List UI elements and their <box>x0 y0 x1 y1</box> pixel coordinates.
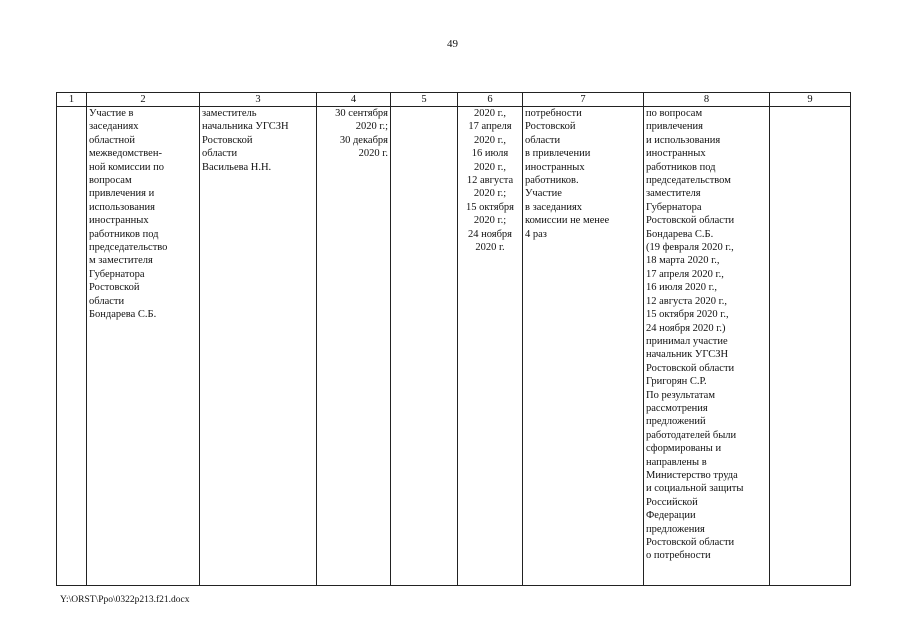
cell-line: заместителя <box>646 188 701 200</box>
cell-line: в привлечении <box>525 148 591 160</box>
col-header-8: 8 <box>644 93 770 107</box>
cell-line: и использования <box>646 134 721 146</box>
cell-line: использования <box>89 201 155 213</box>
cell-line: заместитель <box>202 108 257 119</box>
cell-line: Васильева Н.Н. <box>202 161 272 173</box>
cell-line: Бондарева С.Б. <box>646 228 714 240</box>
cell-line: областной <box>89 134 135 146</box>
cell-line: 15 октября 2020 г., <box>646 309 729 321</box>
cell-line: Федерации <box>646 510 696 522</box>
header-row <box>57 93 851 107</box>
cell-col-4-deadline <box>317 107 391 586</box>
cell-line: направлены в <box>646 456 707 468</box>
cell-line: Участие <box>525 188 562 200</box>
col-header-9: 9 <box>770 93 851 107</box>
cell-line: Ростовской <box>202 134 253 146</box>
cell-line: начальник УГСЗН <box>646 349 729 361</box>
report-table <box>56 92 851 586</box>
cell-line: работодателей были <box>646 429 737 441</box>
cell-line: 16 июля 2020 г., <box>646 282 718 294</box>
col-header-1: 1 <box>57 93 87 107</box>
cell-line: по вопросам <box>646 108 703 119</box>
cell-line: Ростовской области <box>646 537 735 548</box>
cell-line: о потребности <box>646 550 711 562</box>
table-row <box>57 107 851 586</box>
cell-line: 17 апреля 2020 г., <box>646 268 724 280</box>
cell-line: 2020 г. <box>358 148 388 160</box>
col-header-3: 3 <box>200 93 317 107</box>
cell-line: области <box>525 134 561 146</box>
cell-line: 2020 г., <box>474 108 506 119</box>
cell-line: 2020 г., <box>474 161 506 173</box>
cell-line: предложений <box>646 416 706 428</box>
cell-line: 30 сентября <box>335 108 388 119</box>
cell-line: По результатам <box>646 389 715 401</box>
cell-line: 18 марта 2020 г., <box>646 255 720 267</box>
cell-line: области <box>89 295 125 307</box>
cell-line: Министерство труда <box>646 469 738 481</box>
cell-line: 2020 г.; <box>473 215 507 227</box>
cell-col-3-responsible <box>200 107 317 586</box>
cell-line: 15 октября <box>465 201 515 213</box>
cell-line: работников. <box>525 175 579 187</box>
cell-line: 17 апреля <box>468 121 512 133</box>
cell-col-7-indicator <box>523 107 644 586</box>
footer-file-path: Y:\ORST\Ppo\0322p213.f21.docx <box>60 595 190 605</box>
col-header-6: 6 <box>458 93 523 107</box>
cell-line: работников под <box>89 228 159 240</box>
cell-line: председательство <box>89 242 168 254</box>
cell-line: председательством <box>646 175 731 187</box>
cell-line: 24 ноября <box>467 228 513 240</box>
cell-line: сформированы и <box>646 443 722 455</box>
cell-line: 24 ноября 2020 г.) <box>646 322 726 334</box>
cell-line: ной комиссии по <box>89 161 165 173</box>
cell-col-6-dates <box>458 107 523 586</box>
col-header-4: 4 <box>317 93 391 107</box>
cell-line: Бондарева С.Б. <box>89 309 157 321</box>
cell-line: привлечения и <box>89 188 155 200</box>
cell-line: 2020 г.; <box>473 188 507 200</box>
cell-line: межведомствен- <box>89 148 162 160</box>
cell-line: заседаниях <box>89 121 139 133</box>
cell-line: Ростовской области <box>646 362 735 374</box>
cell-line: иностранных <box>646 148 706 160</box>
cell-line: комиссии не менее <box>525 215 610 227</box>
cell-line: 2020 г., <box>474 134 506 146</box>
cell-line: 2020 г. <box>475 242 505 254</box>
cell-line: Российской <box>646 496 698 508</box>
cell-line: (19 февраля 2020 г., <box>646 242 734 254</box>
cell-col-8-result <box>644 107 770 586</box>
cell-line: предложения <box>646 523 705 535</box>
cell-col-9 <box>770 107 851 586</box>
col-header-5: 5 <box>391 93 458 107</box>
cell-line: Губернатора <box>89 268 145 280</box>
page-number: 49 <box>447 38 458 50</box>
cell-line: 2020 г.; <box>355 121 388 133</box>
col-header-7: 7 <box>523 93 644 107</box>
cell-col-1 <box>57 107 87 586</box>
cell-line: потребности <box>525 108 582 119</box>
cell-line: привлечения <box>646 121 703 133</box>
cell-col-5 <box>391 107 458 586</box>
cell-line: Ростовской <box>525 121 576 133</box>
cell-line: и социальной защиты <box>646 483 744 495</box>
cell-line: рассмотрения <box>646 402 708 414</box>
col-header-2: 2 <box>87 93 200 107</box>
cell-line: 12 августа <box>466 175 514 187</box>
cell-col-2-event <box>87 107 200 586</box>
cell-line: вопросам <box>89 175 132 187</box>
cell-line: Губернатора <box>646 201 702 213</box>
cell-line: иностранных <box>525 161 585 173</box>
cell-line: Григорян С.Р. <box>646 376 707 388</box>
cell-line: 4 раз <box>525 228 547 240</box>
cell-line: 30 декабря <box>339 134 388 146</box>
cell-line: Участие в <box>89 108 134 119</box>
cell-line: области <box>202 148 238 160</box>
cell-line: м заместителя <box>89 255 153 267</box>
cell-line: Ростовской области <box>646 215 735 227</box>
cell-line: работников под <box>646 161 716 173</box>
cell-line: принимал участие <box>646 335 728 347</box>
cell-line: иностранных <box>89 215 149 227</box>
cell-line: Ростовской <box>89 282 140 294</box>
cell-line: 12 августа 2020 г., <box>646 295 727 307</box>
cell-line: 16 июля <box>471 148 509 160</box>
cell-line: начальника УГСЗН <box>202 121 289 133</box>
cell-line: в заседаниях <box>525 201 583 213</box>
